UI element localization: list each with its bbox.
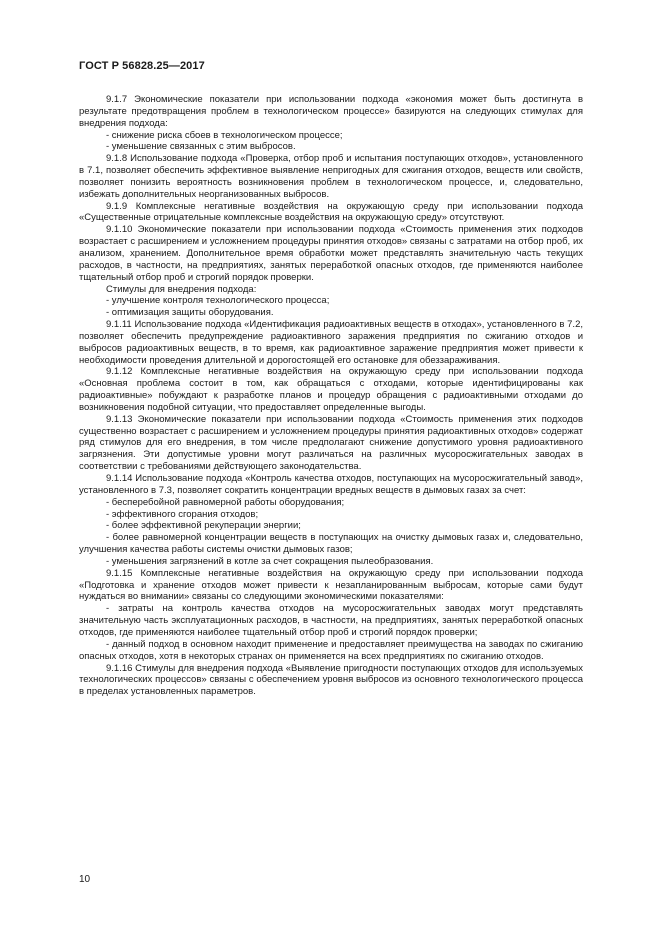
- paragraph-9-1-14: 9.1.14 Использование подхода «Контроль качества отходов, поступающих на мусоросжигательный завод», установленного в 7.3, позволяет сократить концентрации вредных веществ в дымовых газах за счет:: [79, 473, 583, 496]
- list-item: - бесперебойной равномерной работы оборудования;: [106, 496, 345, 508]
- list-item: - эффективного сгорания отходов;: [106, 508, 259, 520]
- list-item: - уменьшение связанных с этим выбросов.: [106, 141, 296, 153]
- list-item: - более равномерной концентрации веществ в поступающих на очистку дымовых газах и, следовательно, улучшения качества работы системы очистки дымовых газов;: [79, 532, 583, 556]
- paragraph-9-1-15: 9.1.15 Комплексные негативные воздействия на окружающую среду при использовании подхода «Подготовка и хранение отходов может привести к незапланированным выбросам, которые сами будут нуждаться во внимании» связаны со следующими экономическими показателями:: [79, 567, 583, 603]
- paragraph-9-1-16: 9.1.16 Стимулы для внедрения подхода «Выявление пригодности поступающих отходов для используемых технологических процессов» связаны с обеспечением уровня выбросов из основного технологического процесса в пределах установленных параметров.: [79, 662, 583, 698]
- paragraph-incentives: Стимулы для внедрения подхода:: [106, 283, 257, 295]
- paragraph-9-1-8: 9.1.8 Использование подхода «Проверка, отбор проб и испытания поступающих отходов», установленного в 7.1, позволяет обеспечить эффективное выявление непригодных для сжигания отходов, веществ или свойств, позволяет понизить вероятность возникновения проблем в технологическом процессе, и, следовательно, избежать дополнительных неорганизованных выбросов.: [79, 153, 583, 200]
- document-body: [79, 94, 583, 698]
- list-item: - оптимизация защиты оборудования.: [106, 307, 274, 319]
- list-item: - затраты на контроль качества отходов на мусоросжигательных заводах могут представлять значительную часть эксплуатационных расходов, в частности, на предприятиях, занятых переработкой опасных отходов, где применяются наиболее тщательный отбор проб и строгий порядок проверки;: [79, 603, 583, 638]
- document-header: ГОСТ Р 56828.25—2017: [79, 60, 205, 72]
- paragraph-9-1-9: 9.1.9 Комплексные негативные воздействия на окружающую среду при использовании подхода «Существенные отрицательные комплексные воздействия на окружающую среду» отсутствуют.: [79, 200, 583, 224]
- list-item: - данный подход в основном находит применение и предоставляет преимущества на заводах по сжиганию опасных отходов, хотя в некоторых странах он применяется на всех предприятиях по сжиганию отходов.: [79, 638, 583, 662]
- paragraph-9-1-12: 9.1.12 Комплексные негативные воздействия на окружающую среду при использовании подхода «Основная проблема состоит в том, как обращаться с отходами, которые идентифицированы как радиоактивные» побуждают к разработке планов и процедур обращения с радиоактивными отходами до возникновения подобной ситуации, что предоставляет определенные выгоды.: [79, 366, 583, 413]
- list-item: - уменьшения загрязнений в котле за счет сокращения пылеобразования.: [106, 555, 434, 567]
- paragraph-9-1-11: 9.1.11 Использование подхода «Идентификация радиоактивных веществ в отходах», установленного в 7.2, позволяет обеспечить предупреждение радиоактивного заражения предприятия по сжиганию отходов и выбросов радиоактивных веществ, в то время, как радиоактивное заражение предприятия может привести к необходимости проведения длительной и дорогостоящей его остановке для обеззараживания.: [79, 319, 583, 366]
- list-item: - улучшение контроля технологического процесса;: [106, 295, 330, 307]
- list-item: - более эффективной рекуперации энергии;: [106, 520, 301, 532]
- paragraph-9-1-13: 9.1.13 Экономические показатели при использовании подхода «Стоимость применения этих подходов существенно возрастает с расширением и усложнением процедуры принятия радиоактивных отходов» содержат ряд стимулов для его внедрения, в том числе предполагают снижение допустимого уровня радиоактивного загрязнения. Эти допустимые уровни могут различаться на различных мусоросжигательных заводах в соответствии с требованиями действующего законодательства.: [79, 413, 583, 473]
- paragraph-9-1-7: 9.1.7 Экономические показатели при использовании подхода «экономия может быть достигнута в результате предотвращения проблем в технологическом процессе» базируются на следующих стимулах для внедрения подхода:: [79, 94, 583, 129]
- page-number: 10: [79, 874, 91, 885]
- list-item: - снижение риска сбоев в технологическом процессе;: [106, 129, 343, 141]
- paragraph-9-1-10: 9.1.10 Экономические показатели при использовании подхода «Стоимость применения этих подходов возрастает с расширением и усложнением процедуры принятия отходов» связаны с затратами на отбор проб, их анализом, хранением. Дополнительное время обработки может представлять значительную часть текущих расходов, в частности, на предприятиях, занятых переработкой опасных отходов, где применяются наиболее тщательный отбор проб и строгий порядок проверки.: [79, 224, 583, 283]
